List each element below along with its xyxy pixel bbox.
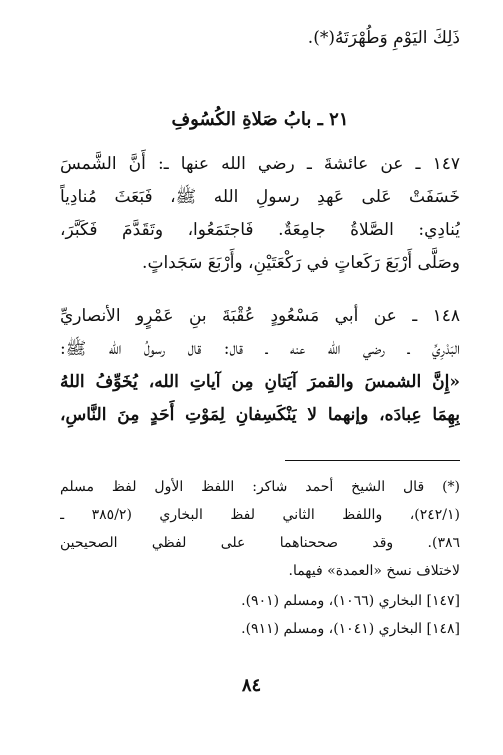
hadith-148 <box>60 300 460 432</box>
hadith-148-line-3: «إِنَّ الشمسَ والقمرَ آيَتانِ مِن آياتِ الله، يُخَوِّفُ اللهُ <box>60 372 460 392</box>
footnote-line-4: لاختلاف نسخ «العمدة» فيهما. <box>288 563 460 579</box>
book-page <box>60 22 460 742</box>
hadith-147-line-2: خَسَفَتْ عَلى عَهدِ رسولِ الله ﷺ، فَبَعَثَ مُنادِياً <box>60 187 460 207</box>
hadith-147-line-1: ١٤٧ ـ عن عائشةَ ـ رضي الله عنها ـ: أَنَّ الشَّمسَ <box>60 154 460 174</box>
continuation-line: ذَلِكَ اليَوْمِ وَطُهْرَتَهُ(*). <box>307 28 460 48</box>
page-number: ٨٤ <box>241 675 262 696</box>
hadith-148-line-4: بِهِمَا عِبادَه، وإنهما لا يَنْكَسِفانِ لِمَوْتِ أَحَدٍ مِنَ النَّاسِ، <box>60 405 460 425</box>
hadith-147 <box>60 148 460 280</box>
footnote-separator <box>285 460 460 461</box>
hadith-148-line-1: ١٤٨ ـ عن أبي مَسْعُودٍ عُقْبَةَ بنِ عَمْرٍو الأنصاريِّ <box>60 306 460 326</box>
footnotes <box>60 473 460 643</box>
footnote-ref-147: [١٤٧] البخاري (١٠٦٦)، ومسلم (٩٠١). <box>241 593 460 609</box>
chapter-title: ٢١ ـ بابُ صَلاةِ الكُسُوفِ <box>171 109 349 130</box>
hadith-147-line-3: يُنادِي: الصَّلاةُ جامِعَةٌ. فَاجتَمَعُوا، وتَقَدَّمَ فَكَبَّرَ، <box>60 220 460 240</box>
hadith-148-line-2: البَدْرِيِّ ـ رضي الله عنه ـ قال: قال رسولُ الله ﷺ: <box>60 339 460 359</box>
footnote-line-2: (٢٤٢/١)، واللفظ الثاني لفظ البخاري (٣٨٥/٢ ـ <box>60 507 460 523</box>
footnote-line-1: (*) قال الشيخ أحمد شاكر: اللفظ الأول لفظ مسلم <box>60 479 460 495</box>
footnote-line-3: ٣٨٦). وقد صححناهما على لفظي الصحيحين <box>60 535 460 551</box>
footnote-ref-148: [١٤٨] البخاري (١٠٤١)، ومسلم (٩١١). <box>241 621 460 637</box>
hadith-147-line-4: وصَلَّى أَرْبَعَ رَكَعاتٍ في رَكْعَتَيْنِ، وأَرْبَعَ سَجَداتٍ. <box>142 253 460 273</box>
